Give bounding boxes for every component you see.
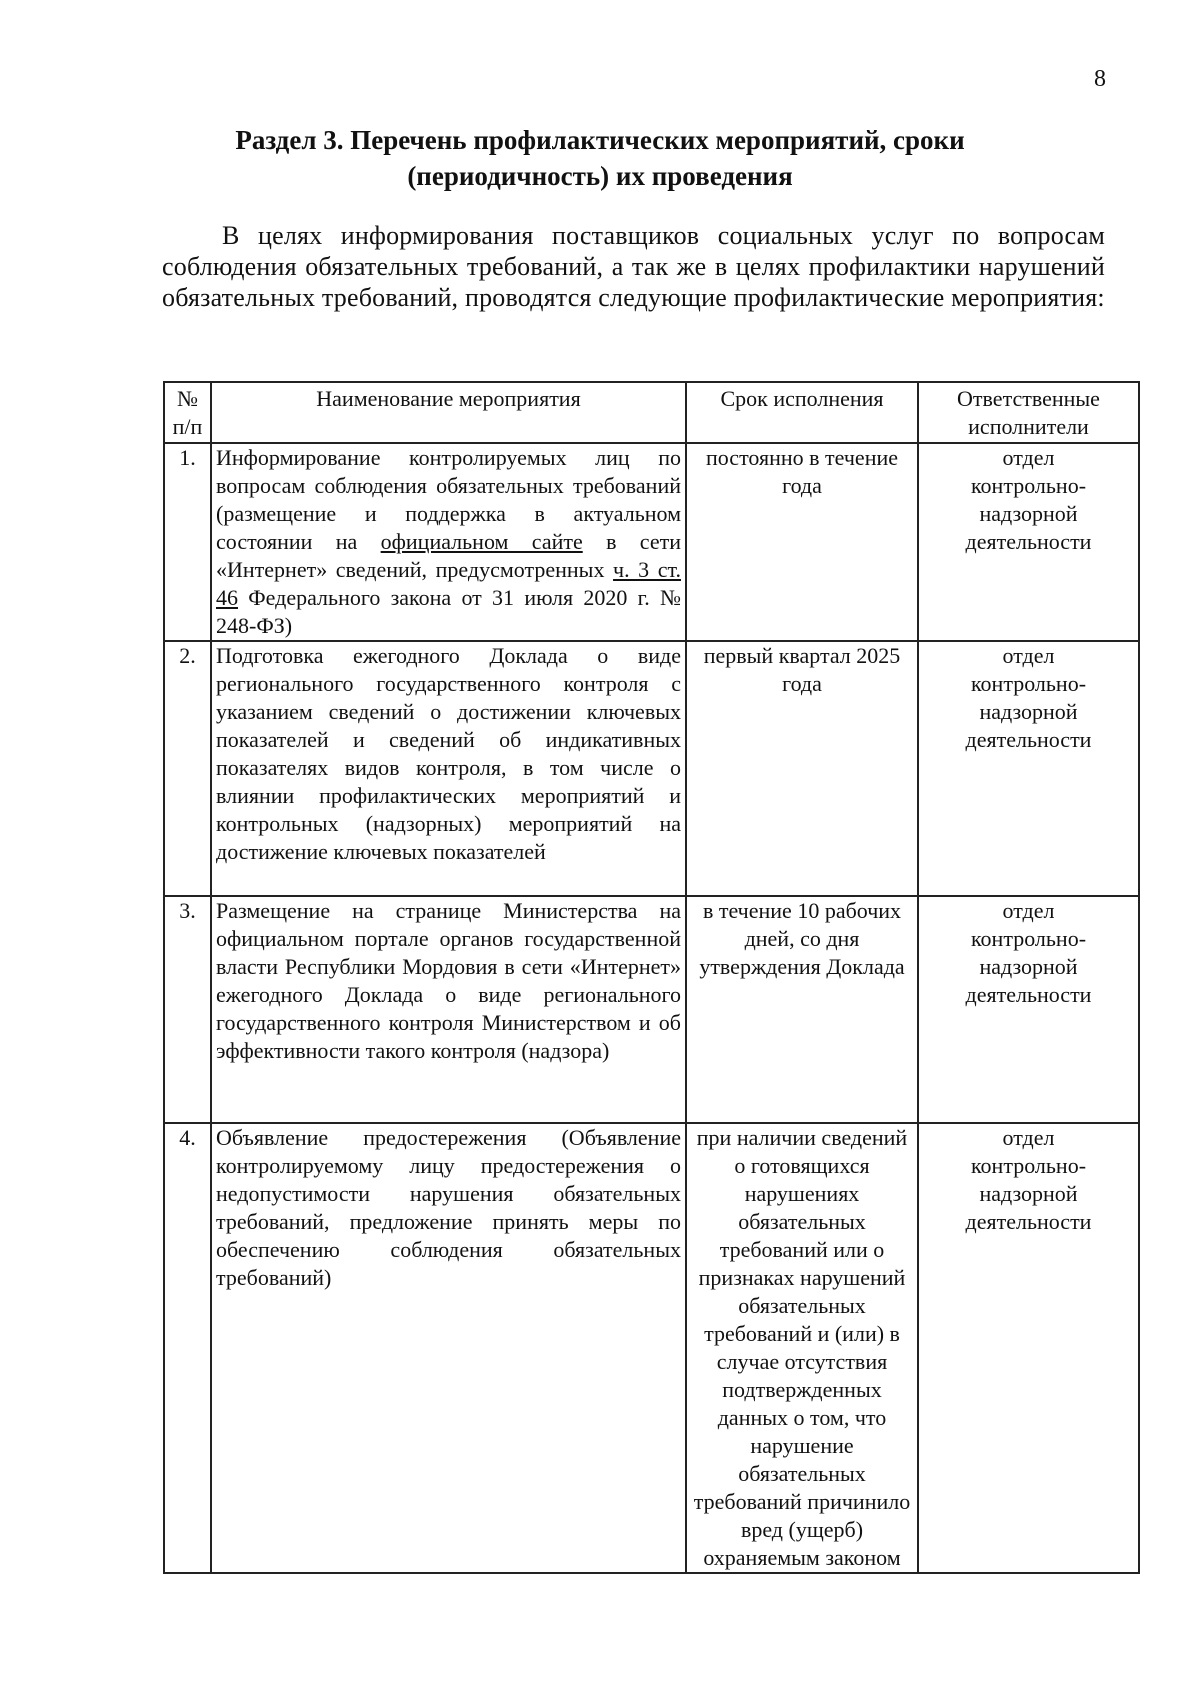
official-site-link[interactable]: официальном сайте xyxy=(380,529,583,554)
executor-line: отдел xyxy=(1002,643,1055,668)
measures-table xyxy=(163,381,1140,1574)
row-deadline: в течение 10 рабочих дней, со дня утверждения Доклада xyxy=(686,896,918,1123)
table-header-row xyxy=(164,382,1139,443)
executor-line: надзорной xyxy=(979,699,1078,724)
table-row xyxy=(164,443,1139,641)
row-deadline: первый квартал 2025 года xyxy=(686,641,918,896)
executor-line: надзорной xyxy=(979,501,1078,526)
row-executors xyxy=(918,641,1139,896)
header-deadline: Срок исполнения xyxy=(686,382,918,443)
executor-line: отдел xyxy=(1002,898,1055,923)
row-num: 2. xyxy=(164,641,211,896)
row-name xyxy=(211,443,686,641)
row-num: 1. xyxy=(164,443,211,641)
header-num: № п/п xyxy=(164,382,211,443)
row-name-part: Информирование контролируемых лиц по вопросам соблюдения обязательных требований (размещение и поддержка в актуальном состоянии на xyxy=(216,445,681,554)
page-number: 8 xyxy=(1094,66,1106,92)
row-deadline: постоянно в течение года xyxy=(686,443,918,641)
row-name: Объявление предостережения (Объявление контролируемому лицу предостережения о недопустимости нарушения обязательных требований, предложение принять меры по обеспечению соблюдения обязательных требований) xyxy=(211,1123,686,1573)
row-executors xyxy=(918,896,1139,1123)
row-num: 4. xyxy=(164,1123,211,1573)
executor-line: деятельности xyxy=(965,727,1092,752)
table-row xyxy=(164,1123,1139,1573)
executor-line: контрольно- xyxy=(970,473,1087,498)
law-article-link[interactable]: ч. 3 ст. 46 xyxy=(216,557,681,610)
row-name-part: в сети «Интернет» сведений, предусмотренных xyxy=(216,529,681,582)
row-num: 3. xyxy=(164,896,211,1123)
executor-line: контрольно- xyxy=(970,671,1087,696)
row-executors xyxy=(918,1123,1139,1573)
executor-line: деятельности xyxy=(965,982,1092,1007)
row-name: Подготовка ежегодного Доклада о виде регионального государственного контроля с указанием сведений о достижении ключевых показателей и сведений об индикативных показателях видов контроля, в том числе о влиянии профилактических мероприятий и контрольных (надзорных) мероприятий на достижение ключевых показателей xyxy=(211,641,686,896)
row-deadline: при наличии сведений о готовящихся нарушениях обязательных требований или о признаках нарушений обязательных требований и (или) в случае отсутствия подтвержденных данных о том, что нарушение обязательных требований причинило вред (ущерб) охраняемым законом xyxy=(686,1123,918,1573)
intro-paragraph: В целях информирования поставщиков социальных услуг по вопросам соблюдения обязательных требований, а так же в целях профилактики нарушений обязательных требований, проводятся следующие профилактические мероприятия: xyxy=(162,221,1105,312)
executor-line: деятельности xyxy=(965,1209,1092,1234)
table-row xyxy=(164,896,1139,1123)
executor-line: отдел xyxy=(1002,445,1055,470)
row-executors xyxy=(918,443,1139,641)
section-title-line-2: (периодичность) их проведения xyxy=(407,161,793,191)
header-name: Наименование мероприятия xyxy=(211,382,686,443)
executor-line: контрольно- xyxy=(970,1153,1087,1178)
row-name-part: Федерального закона от 31 июля 2020 г. № 248-ФЗ) xyxy=(216,585,681,638)
executor-line: деятельности xyxy=(965,529,1092,554)
executor-line: надзорной xyxy=(979,954,1078,979)
executor-line: контрольно- xyxy=(970,926,1087,951)
executor-line: отдел xyxy=(1002,1125,1055,1150)
section-title-line-1: Раздел 3. Перечень профилактических мероприятий, сроки xyxy=(235,125,965,155)
header-executors: Ответственные исполнители xyxy=(918,382,1139,443)
executor-line: надзорной xyxy=(979,1181,1078,1206)
row-name: Размещение на странице Министерства на официальном портале органов государственной власти Республики Мордовия в сети «Интернет» ежегодного Доклада о виде регионального государственного контроля Министерством и об эффективности такого контроля (надзора) xyxy=(211,896,686,1123)
section-title xyxy=(150,122,1050,194)
table-row xyxy=(164,641,1139,896)
